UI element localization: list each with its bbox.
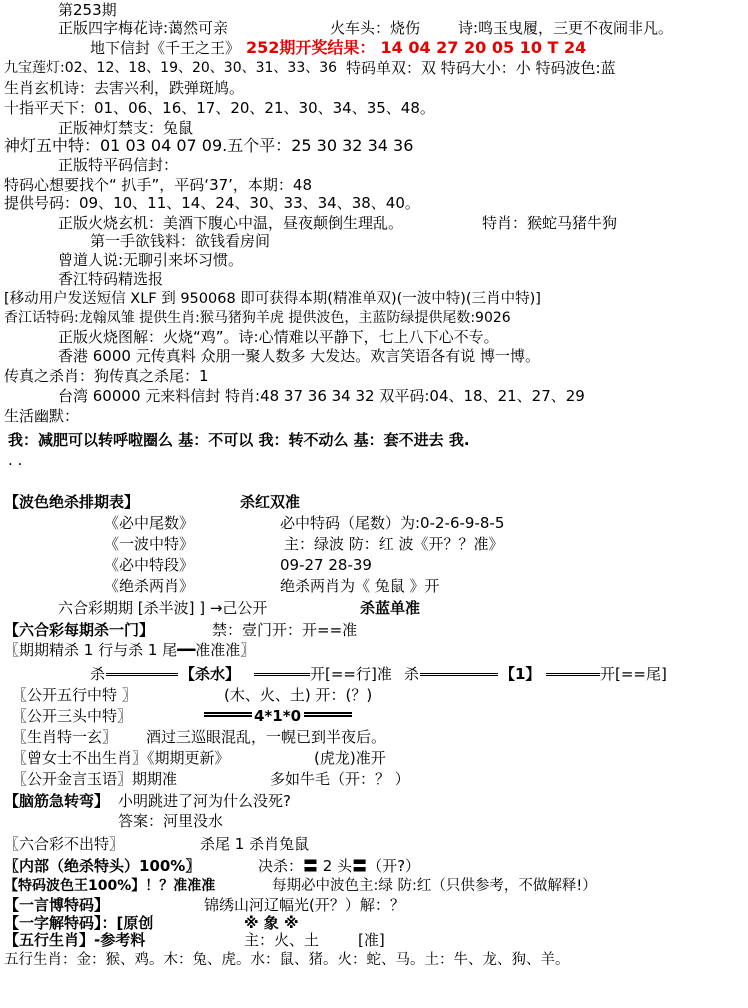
inner-label: 〖内部（绝杀特头）100%〗 (4, 857, 201, 875)
lady-value: (虎龙)准开 (314, 749, 386, 767)
kill2-value: 绝杀两肖为《 兔鼠 》开 (280, 577, 440, 595)
one-gate-value: 禁：壹门开：开==准 (212, 621, 358, 639)
one-char-label: 【一字解特码】：[原创 (4, 914, 154, 932)
kill-row-rule-1 (106, 673, 178, 676)
first-hand-line: 第一手欲钱料：欲钱看房间 (90, 232, 271, 250)
poem-line: 诗:鸣玉曳履，三更不夜闹非凡。 (458, 19, 674, 37)
sms-line: [移动用户发送短信 XLF 到 950068 即可获得本期(精准单双)(一波中特)(三肖中特)] (4, 291, 541, 307)
fax-line: 传真之杀肖：狗传真之杀尾：1 (4, 367, 209, 385)
special-line: 特码单双：双 特码大小：小 特码波色:蓝 (346, 59, 616, 77)
issue-title: 第253期 (58, 1, 117, 19)
kill-row-rule-4 (546, 673, 600, 676)
result-banner (246, 38, 586, 58)
hk-words-line: 香江话特码:龙翰凤雏 提供生肖:猴马猪狗羊虎 提供波色，主蓝防绿提供尾数:9026 (4, 310, 511, 326)
jade-value: 多如牛毛（开：？ ） (270, 770, 410, 788)
range-label: 《必中特段》 (104, 556, 195, 574)
kill-row-b: 杀 (404, 665, 420, 683)
half-wave-line: 六合彩期期 [杀半波] ] →己公开 (58, 599, 268, 617)
wuxing-list: 五行生肖：金：猴、鸡。木：兔、虎。水：鼠、猪。火：蛇、马。土：牛、龙、狗、羊。 (4, 952, 570, 968)
brain-question: 小明跳进了河为什么没死? (118, 792, 291, 810)
xiao-line: 生肖玄机诗：去害兴利，跌弹斑鸠。 (4, 79, 245, 97)
tw60000-line: 台湾 60000 元来料信封 特肖:48 37 36 34 32 双平码:04、18、21、27、29 (58, 387, 585, 405)
letter-title: 地下信封《千王之王》 (90, 39, 241, 57)
kill-row-rule-2 (254, 673, 310, 676)
fire-pic-line: 正版火烧图解：火烧“鸡”。诗:心情难以平静下，七上八下心不专。 (58, 328, 499, 346)
kill-row-water: 【杀水】 (180, 665, 241, 683)
heart-line: 特码心想要找个“ 扒手”，平码‘37’，本期：48 (4, 176, 313, 194)
hk6000-line: 香港 6000 元传真料 众朋一聚人数多 大发达。欢言笑语各有说 博一博。 (58, 347, 541, 365)
wuxing-label: 【五行生肖】-参考料 (4, 931, 146, 949)
no-out-value: 杀尾 1 杀肖兔鼠 (200, 835, 310, 853)
five-value: (木、火、土) 开：(？) (224, 686, 373, 704)
poem-title: 正版四字梅花诗:蔼然可亲 (58, 19, 229, 37)
kill-row-tail: 开[==尾] (600, 665, 667, 683)
heard-line: 曾道人说:无聊引来坏习惯。 (58, 251, 244, 269)
train-head: 火车头：烧伤 (330, 19, 421, 37)
kill-row-1: 【1】 (500, 665, 541, 683)
fire-riddle-line: 正版火烧玄机：美酒下腹心中温，昼夜颠倒生理乱。 (58, 214, 404, 232)
wave-king-label: 【特码波色王100%】！？准准准 (4, 878, 216, 894)
wave-table-title: 【波色绝杀排期表】 (4, 493, 140, 511)
wave-label: 《一波中特》 (104, 535, 195, 553)
joke-line: 我：减肥可以转呼啦圈么 基：不可以 我：转不动么 基：套不进去 我. (8, 431, 470, 449)
lotus-line: 九宝莲灯:02、12、18、19、20、30、31、33、36 (4, 60, 338, 76)
one-gate-label: 【六合彩每期杀一门】 (4, 621, 155, 639)
kill-row-open: 开[==行]准 (310, 665, 392, 683)
five-label: 〖公开五行中特 〗 (12, 686, 137, 704)
one-word-value: 锦绣山河辽幅光(开？）解：？ (204, 896, 405, 914)
one-char-value: ※ 象 ※ (244, 914, 299, 932)
forbid-line: 正版神灯禁支：兔鼠 (58, 119, 194, 137)
wave-king-value: 每期必中波色主:绿 防:红（只供参考，不做解释!） (272, 878, 597, 894)
wave-value: 主：绿波 防：红 波《开？？准》 (284, 535, 504, 553)
provide-line: 提供号码：09、10、11、14、24、30、33、34、38、40。 (4, 194, 420, 212)
three-value: 4*1*0 (254, 707, 301, 725)
result-numbers: 14 04 27 20 05 10 T 24 (380, 38, 587, 57)
three-bar-left (204, 712, 252, 717)
brain-label: 【脑筋急转弯】 (4, 792, 110, 810)
each-issue-line: 〖期期精杀 1 行与杀 1 尾━━准准准〗 (4, 641, 256, 659)
dots: . . (8, 451, 23, 469)
hk-title: 香江特码精选报 (58, 270, 164, 288)
tail-label: 《必中尾数》 (104, 514, 195, 532)
jade-label: 〖公开金言玉语〗期期准 (12, 770, 178, 788)
letter2-line: 正版特平码信封： (58, 156, 179, 174)
three-label: 〖公开三头中特〗 (12, 707, 133, 725)
range-value: 09-27 28-39 (280, 556, 372, 574)
one-word-label: 【一言博特码】 (4, 896, 110, 914)
lady-label: 〖曾女士不出生肖〗《期期更新》 (12, 749, 230, 767)
inner-value: 决杀：〓 2 头〓（开?） (258, 857, 421, 875)
three-bar-right (304, 712, 352, 717)
shengte-value: 酒过三巡眼混乱，一幌已到半夜后。 (146, 728, 387, 746)
result-label: 252期开奖结果： (246, 38, 376, 57)
shengxiao-line: 特肖：猴蛇马猪牛狗 (482, 214, 618, 232)
kill-row-rule-3 (420, 673, 498, 676)
humor-label: 生活幽默： (4, 407, 80, 425)
lamp-line: 神灯五中特：01 03 04 07 09.五个平：25 30 32 34 36 (4, 136, 414, 155)
shengte-label: 〖生肖特一玄〗 (12, 728, 118, 746)
wave-kill: 杀红双准 (240, 493, 301, 511)
wuxing-value: 主：火、土 (244, 931, 320, 949)
kill-blue: 杀蓝单准 (360, 599, 421, 617)
brain-answer: 答案：河里没水 (118, 812, 224, 830)
ten-fingers-line: 十指平天下：01、06、16、17、20、21、30、34、35、48。 (4, 99, 435, 117)
kill-row-a: 杀 (90, 665, 106, 683)
no-out-label: 〖六合彩不出特〗 (4, 835, 125, 853)
tail-value: 必中特码（尾数）为:0-2-6-9-8-5 (280, 514, 505, 532)
kill2-label: 《绝杀两肖》 (104, 577, 195, 595)
wuxing-mark: [准] (358, 931, 385, 949)
